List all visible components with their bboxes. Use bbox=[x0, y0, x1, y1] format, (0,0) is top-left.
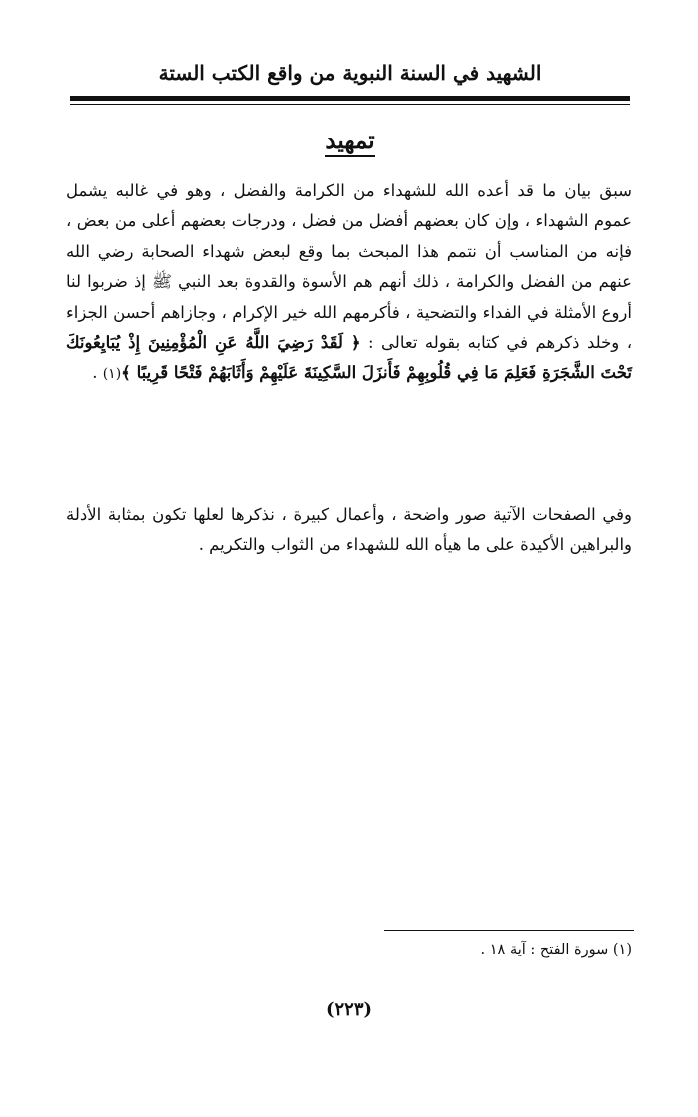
page-number: (٢٢٣) bbox=[325, 999, 373, 1020]
running-head: الشهيد في السنة النبوية من واقع الكتب الستة bbox=[158, 61, 542, 85]
header-rule-thin bbox=[70, 104, 630, 105]
section-title bbox=[70, 126, 630, 156]
intro-text-end: . bbox=[92, 363, 103, 383]
footnote-marker[interactable]: (١) bbox=[102, 366, 122, 383]
footnote-rule bbox=[384, 930, 634, 931]
paragraph-closing: وفي الصفحات الآتية صور واضحة ، وأعمال كبيرة ، نذكرها لعلها تكون بمثابة الأدلة والبراهين الأكيدة على ما هيأه الله للشهداء من الثواب والتكريم . bbox=[66, 505, 632, 555]
intro-text: سبق بيان ما قد أعده الله للشهداء من الكرامة والفضل ، وهو في غالبه يشمل عموم الشهداء ، وإن كان بعضهم أفضل من فضل ، ودرجات بعضهم أعلى من بعض ، فإنه من المناسب أن نتمم هذا المبحث بما وقع لبعض شهداء الصحابة رضي الله عنهم من الفضل والكرامة ، ذلك أنهم هم الأسوة والقدوة بعد النبي ﷺ إذ ضربوا لنا أروع الأمثلة في الفداء والتضحية ، فأكرمهم الله خير الإكرام ، وجازاهم أحسن الجزاء ، وخلد ذكرهم في كتابه بقوله تعالى : bbox=[66, 181, 633, 353]
quran-verse: ﴿ لَقَدْ رَضِيَ اللَّهُ عَنِ الْمُؤْمِنِينَ إِذْ يُبَايِعُونَكَ تَحْتَ الشَّجَرَةِ فَعَلِمَ مَا فِي قُلُوبِهِمْ فَأَنزَلَ السَّكِينَةَ عَلَيْهِمْ وَأَثَابَهُمْ فَتْحًا قَرِيبًا ﴾ bbox=[66, 333, 632, 383]
header-rule-thick bbox=[70, 96, 630, 101]
footnote: (١) سورة الفتح : آية ١٨ . bbox=[480, 942, 632, 958]
section-title-text: تمهيد bbox=[325, 127, 374, 157]
paragraph-intro bbox=[66, 176, 632, 390]
